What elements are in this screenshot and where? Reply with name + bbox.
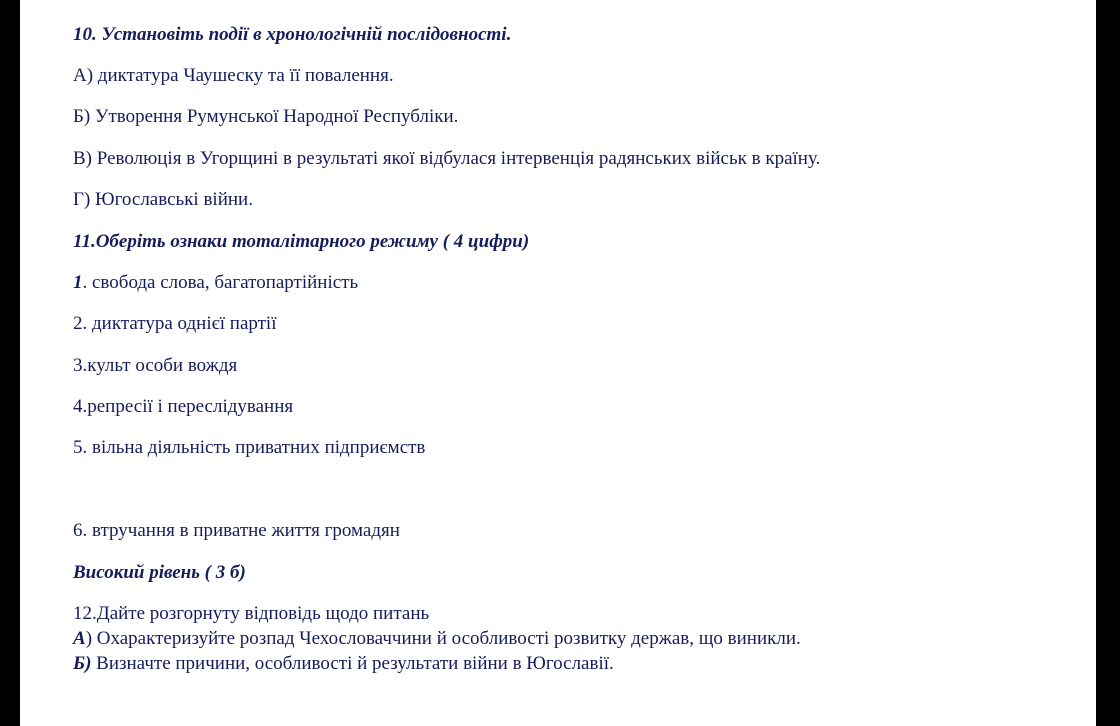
question-10-option-d: Г) Югославські війни. bbox=[73, 189, 253, 210]
question-10-option-c: В) Революція в Угорщині в результаті якої відбулася інтервенція радянських військ в країну. bbox=[73, 148, 821, 169]
part-a-label: А bbox=[73, 628, 86, 649]
high-level-heading: Високий рівень ( 3 б) bbox=[73, 562, 246, 583]
question-12-part-a bbox=[73, 628, 801, 650]
item-1-text: . свобода слова, багатопартійність bbox=[82, 272, 359, 293]
question-11-item-2: 2. диктатура однієї партії bbox=[73, 313, 277, 334]
question-10-option-a: А) диктатура Чаушеску та її повалення. bbox=[73, 65, 394, 86]
question-11-item-6: 6. втручання в приватне життя громадян bbox=[73, 520, 400, 541]
question-11-item-3: 3.культ особи вождя bbox=[73, 355, 238, 376]
question-11-title: 11.Оберіть ознаки тоталітарного режиму ( 4 цифри) bbox=[73, 231, 530, 252]
part-b-text: Визначте причини, особливості й результати війни в Югославії. bbox=[91, 653, 614, 674]
question-12-part-b bbox=[73, 653, 614, 675]
item-1-number: 1 bbox=[73, 272, 83, 293]
question-10-title: 10. Установіть події в хронологічній послідовності. bbox=[73, 24, 512, 45]
part-a-text: ) Охарактеризуйте розпад Чехословаччини й особливості розвитку держав, що виникли. bbox=[85, 628, 801, 649]
question-11-item-4: 4.репресії і переслідування bbox=[73, 396, 294, 417]
document-page bbox=[20, 0, 1096, 726]
question-12-title: 12.Дайте розгорнуту відповідь щодо питань bbox=[73, 603, 430, 624]
question-11-item-5: 5. вільна діяльність приватних підприємств bbox=[73, 437, 426, 458]
question-10-option-b: Б) Утворення Румунської Народної Республіки. bbox=[73, 106, 459, 127]
part-b-label: Б) bbox=[73, 653, 92, 674]
question-11-item-1 bbox=[73, 272, 358, 294]
